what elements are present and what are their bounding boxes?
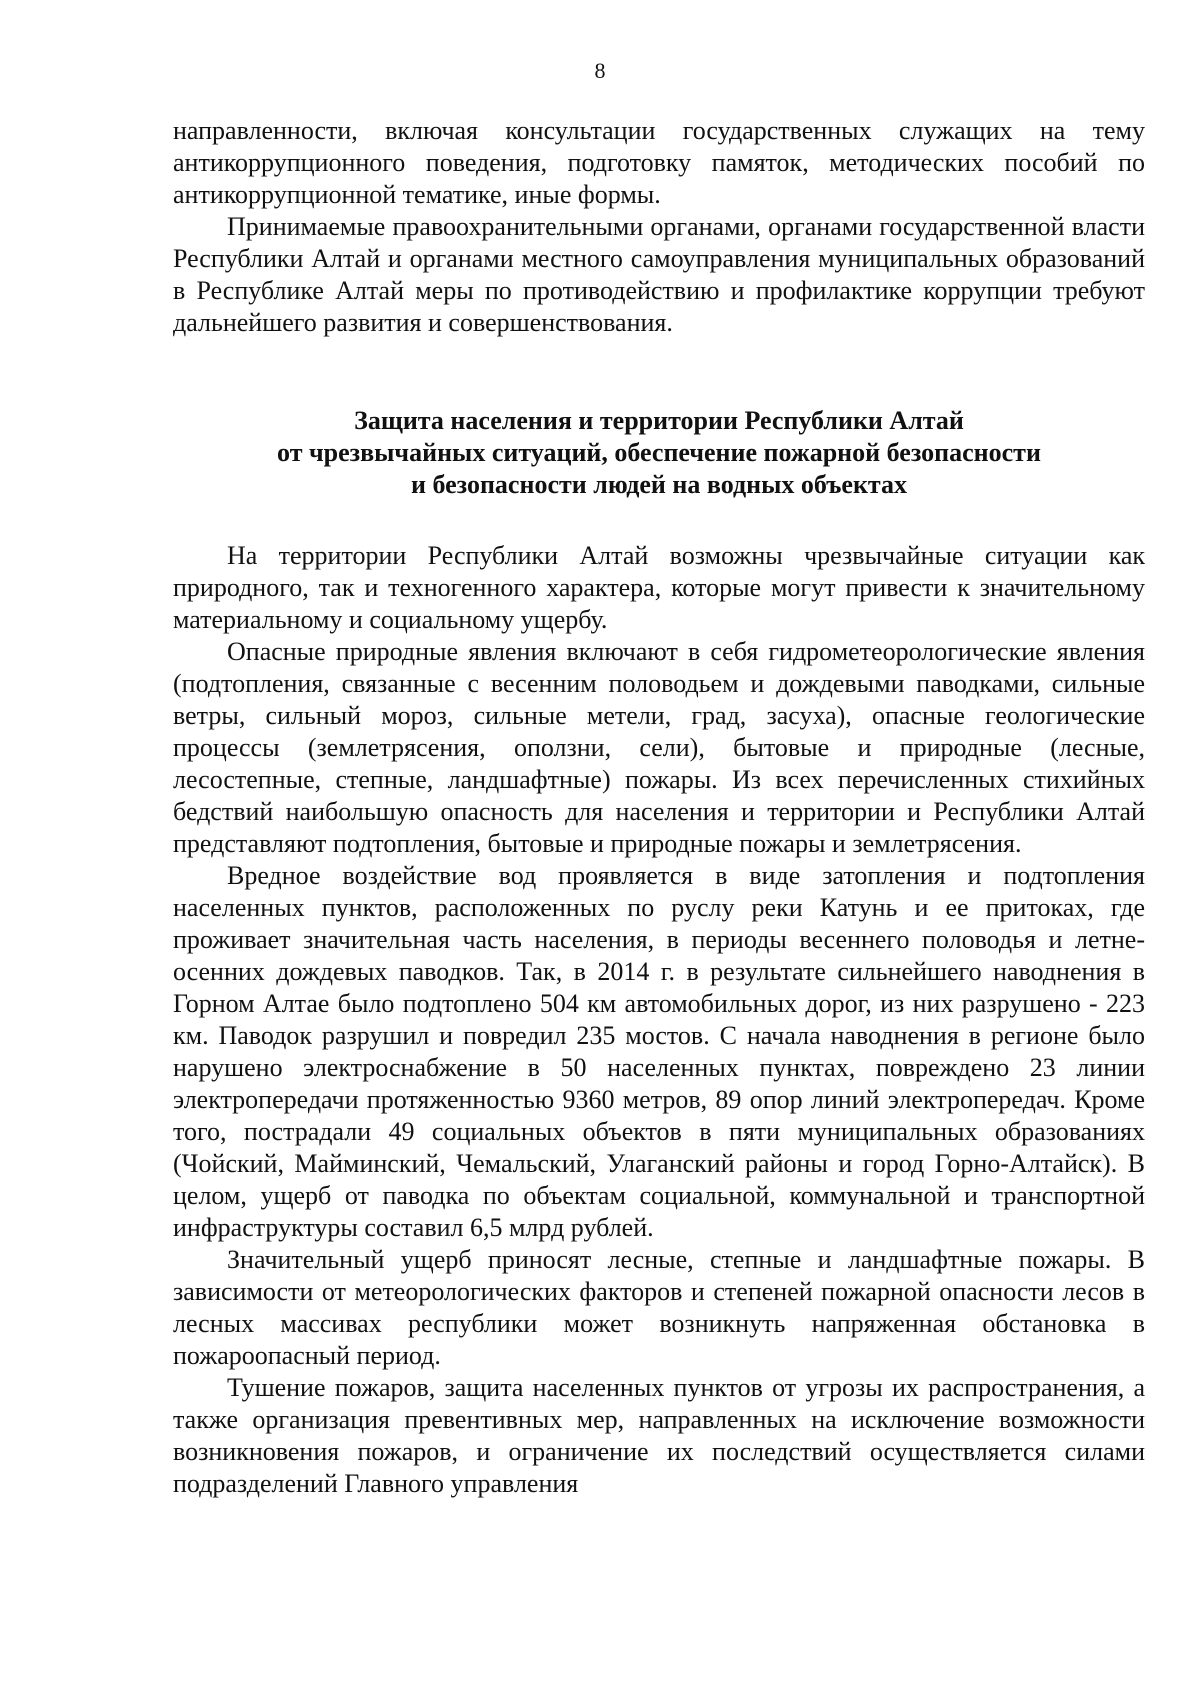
section-heading	[173, 405, 1145, 501]
body-paragraph: Значительный ущерб приносят лесные, степные и ландшафтные пожары. В зависимости от метеорологических факторов и степеней пожарной опасности лесов в лесных массивах республики может возникнуть напряженная обстановка в пожароопасный период.	[173, 1245, 1145, 1370]
body-paragraph: Тушение пожаров, защита населенных пунктов от угрозы их распространения, а также организация превентивных мер, направленных на исключение возможности возникновения пожаров, и ограничение их последствий осуществляется силами подразделений Главного управления	[173, 1373, 1145, 1498]
body-paragraph: Опасные природные явления включают в себя гидрометеорологические явления (подтопления, связанные с весенним половодьем и дождевыми паводками, сильные ветры, сильный мороз, сильные метели, град, засуха), опасные геологические процессы (землетрясения, оползни, сели), бытовые и природные (лесные, лесостепные, степные, ландшафтные) пожары. Из всех перечисленных стихийных бедствий наибольшую опасность для населения и территории и Республики Алтай представляют подтопления, бытовые и природные пожары и землетрясения.	[173, 637, 1145, 858]
section-heading-line: Защита населения и территории Республики Алтай	[354, 406, 964, 435]
section-heading-line: и безопасности людей на водных объектах	[410, 470, 908, 499]
body-paragraph: На территории Республики Алтай возможны чрезвычайные ситуации как природного, так и техногенного характера, которые могут привести к значительному материальному и социальному ущербу.	[173, 541, 1145, 634]
section-heading-line: от чрезвычайных ситуаций, обеспечение пожарной безопасности	[277, 438, 1041, 467]
page-number: 8	[594, 58, 606, 83]
section-body	[173, 540, 1145, 1500]
intro-text	[173, 115, 1145, 339]
body-paragraph: Вредное воздействие вод проявляется в виде затопления и подтопления населенных пунктов, расположенных по руслу реки Катунь и ее притоках, где проживает значительная часть населения, в периоды весеннего половодья и летне-осенних дождевых паводков. Так, в 2014 г. в результате сильнейшего наводнения в Горном Алтае было подтоплено 504 км автомобильных дорог, из них разрушено - 223 км. Паводок разрушил и повредил 235 мостов. С начала наводнения в регионе было нарушено электроснабжение в 50 населенных пунктах, повреждено 23 линии электропередачи протяженностью 9360 метров, 89 опор линий электропередач. Кроме того, пострадали 49 социальных объектов в пяти муниципальных образованиях (Чойский, Майминский, Чемальский, Улаганский районы и город Горно-Алтайск). В целом, ущерб от паводка по объектам социальной, коммунальной и транспортной инфраструктуры составил 6,5 млрд рублей.	[173, 861, 1145, 1242]
intro-paragraph: направленности, включая консультации государственных служащих на тему антикоррупционного поведения, подготовку памяток, методических пособий по антикоррупционной тематике, иные формы.	[173, 116, 1145, 209]
intro-paragraph: Принимаемые правоохранительными органами, органами государственной власти Республики Алтай и органами местного самоуправления муниципальных образований в Республике Алтай меры по противодействию и профилактике коррупции требуют дальнейшего развития и совершенствования.	[173, 212, 1145, 337]
